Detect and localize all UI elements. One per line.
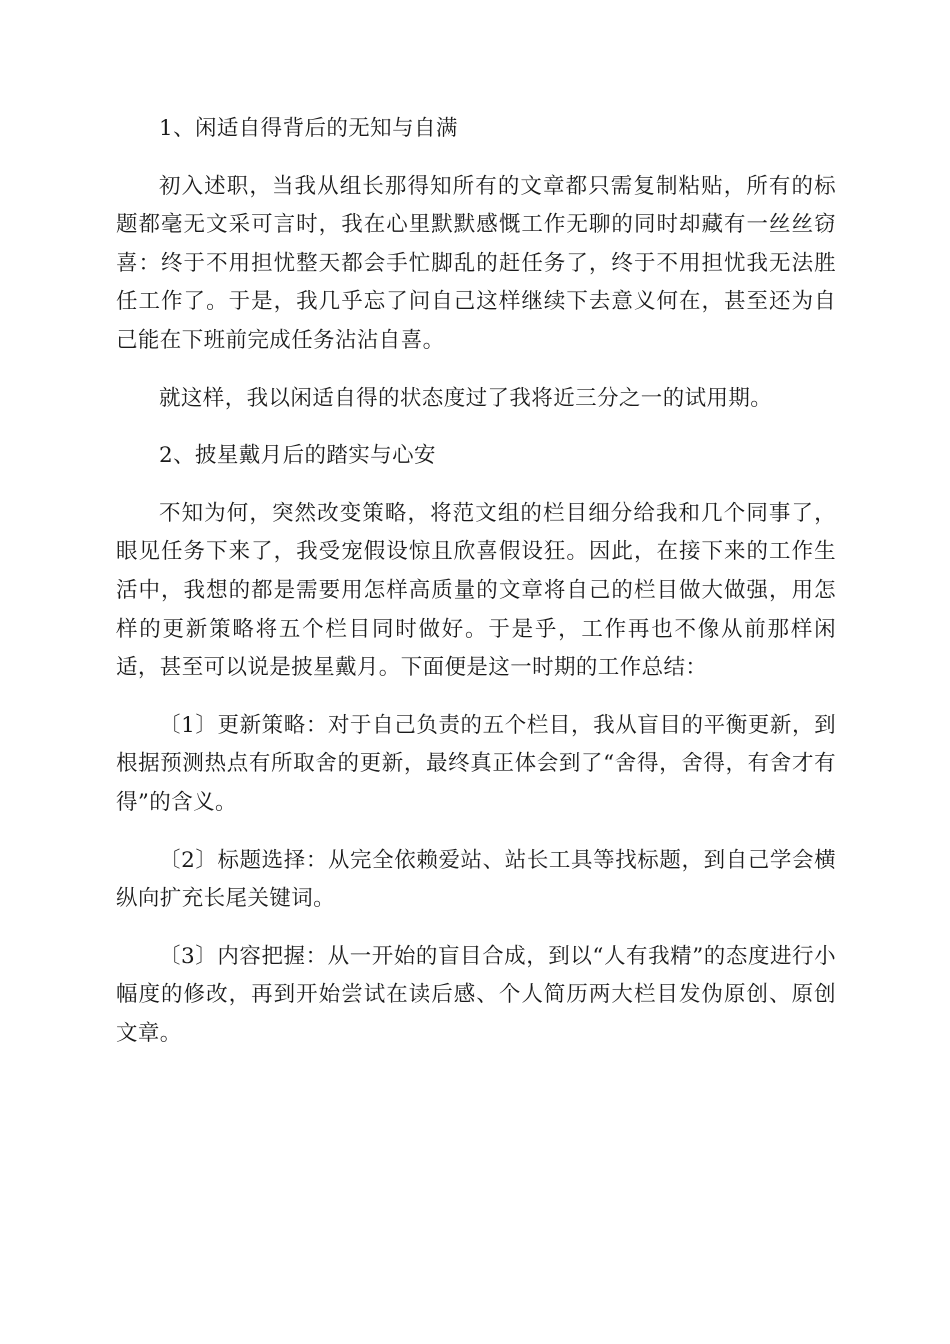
section-heading-2: 2、披星戴月后的踏实与心安 [159, 443, 436, 469]
list-item-update-strategy: 〔1〕更新策略：对于自己负责的五个栏目，我从盲目的平衡更新，到根据预测热点有所取舍的更新，最终真正体会到了“舍得，舍得，有舍才有得”的含义。 [116, 712, 836, 815]
list-item-title-selection: 〔2〕标题选择：从完全依赖爱站、站长工具等找标题，到自己学会横纵向扩充长尾关键词。 [116, 847, 836, 912]
document-body [116, 110, 836, 1072]
list-item-content-control: 〔3〕内容把握：从一开始的盲目合成，到以“人有我精”的态度进行小幅度的修改，再到开始尝试在读后感、个人简历两大栏目发伪原创、原创文章。 [116, 943, 836, 1046]
body-paragraph: 不知为何，突然改变策略，将范文组的栏目细分给我和几个同事了，眼见任务下来了，我受宠假设惊且欣喜假设狂。因此，在接下来的工作生活中，我想的都是需要用怎样高质量的文章将自己的栏目做大做强，用怎样的更新策略将五个栏目同时做好。于是乎，工作再也不像从前那样闲适，甚至可以说是披星戴月。下面便是这一时期的工作总结： [116, 500, 836, 681]
body-paragraph: 初入述职，当我从组长那得知所有的文章都只需复制粘贴，所有的标题都毫无文采可言时，我在心里默默感慨工作无聊的同时却藏有一丝丝窃喜：终于不用担忧整天都会手忙脚乱的赶任务了，终于不用担忧我无法胜任工作了。于是，我几乎忘了问自己这样继续下去意义何在，甚至还为自己能在下班前完成任务沾沾自喜。 [116, 173, 836, 353]
section-heading-1: 1、闲适自得背后的无知与自满 [159, 116, 458, 141]
body-paragraph: 就这样，我以闲适自得的状态度过了我将近三分之一的试用期。 [159, 385, 773, 411]
